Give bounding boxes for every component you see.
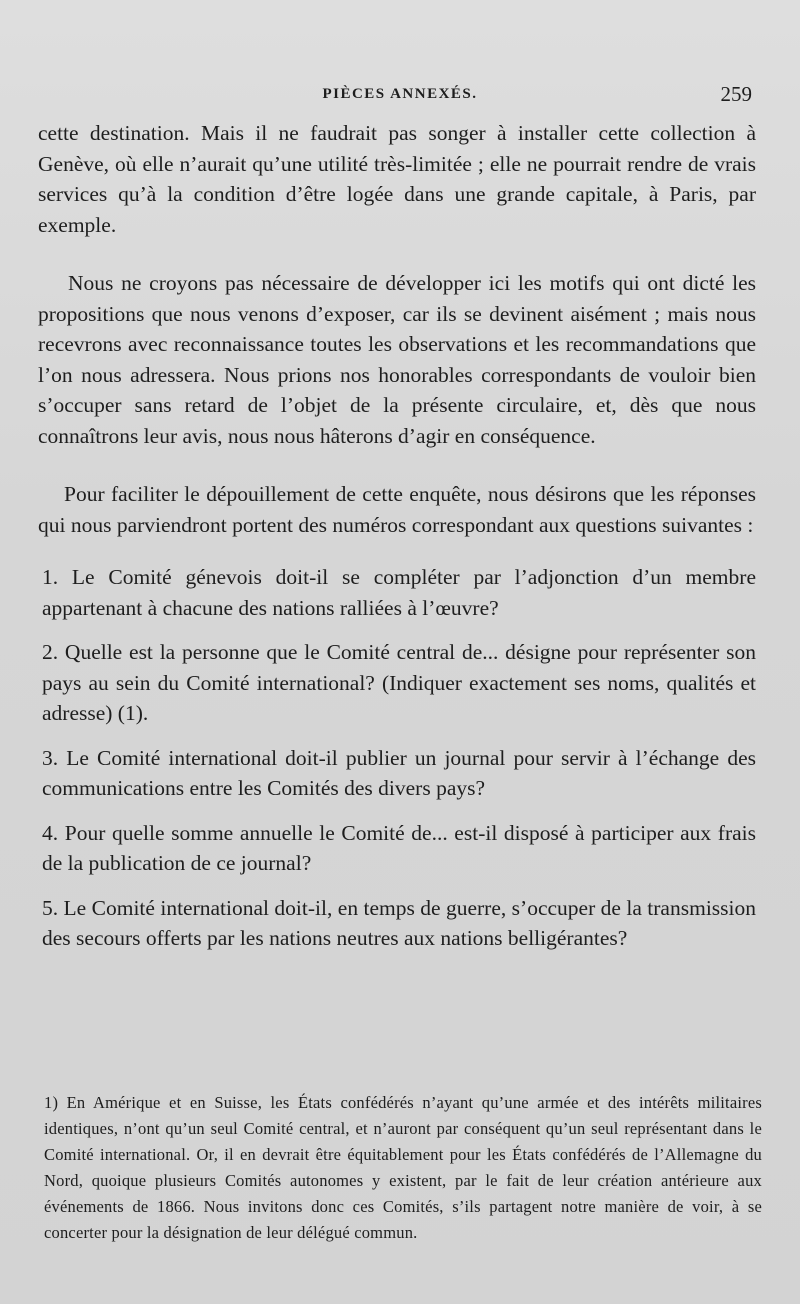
question-5: 5. Le Comité international doit-il, en temps de guerre, s’occuper de la transmission des secours offerts par les nations neutres aux nations belligérantes? [42, 895, 756, 950]
paragraph-2: Nous ne croyons pas nécessaire de développer ici les motifs qui ont dicté les propositions que nous venons d’exposer, car ils se devinent aisément ; mais nous recevrons avec reconnaissance toutes les observations et les recommandations que l’on nous adressera. Nous prions nos honorables correspondants de vouloir bien s’occuper sans retard de l’objet de la présente circulaire, et, dès que nous connaîtrons leur avis, nous nous hâterons d’agir en conséquence. [38, 271, 756, 448]
paragraph-1: cette destination. Mais il ne faudrait pas songer à installer cette collection à Genève, où elle n’aurait qu’une utilité très-limitée ; elle ne pourrait rendre de vrais services qu’à la condition d’être logée dans une grande capitale, à Paris, par exemple. [38, 121, 756, 237]
question-1: 1. Le Comité génevois doit-il se compléter par l’adjonction d’un membre appartenant à chacune des nations ralliées à l’œuvre? [42, 565, 756, 620]
running-header-title: PIÈCES ANNEXÉS. [322, 86, 478, 102]
paragraph-3: Pour faciliter le dépouillement de cette enquête, nous désirons que les réponses qui nous parviendront portent des numéros correspondant aux questions suivantes : [38, 482, 756, 537]
footnote-text: 1) En Amérique et en Suisse, les États confédérés n’ayant qu’une armée et des intérêts militaires identiques, n’ont qu’un seul Comité central, et n’auront par conséquent qu’un seul représentant dans le Comité international. Or, il en devrait être équitablement pour les États confédérés de l’Allemagne du Nord, quoique plusieurs Comités autonomes y existent, par le fait de leur création antérieure aux événements de 1866. Nous invitons donc ces Comités, s’ils partagent notre manière de voir, à se concerter pour la désignation de leur délégué commun. [44, 1093, 762, 1242]
main-text [38, 118, 756, 954]
question-2: 2. Quelle est la personne que le Comité central de... désigne pour représenter son pays au sein du Comité international? (Indiquer exactement ses noms, qualités et adresse) (1). [42, 640, 756, 725]
page-number: 259 [720, 82, 752, 106]
footnote [44, 1090, 762, 1246]
question-3: 3. Le Comité international doit-il publier un journal pour servir à l’échange des communications entre les Comités des divers pays? [42, 745, 756, 800]
question-4: 4. Pour quelle somme annuelle le Comité de... est-il disposé à participer aux frais de la publication de ce journal? [42, 820, 756, 875]
